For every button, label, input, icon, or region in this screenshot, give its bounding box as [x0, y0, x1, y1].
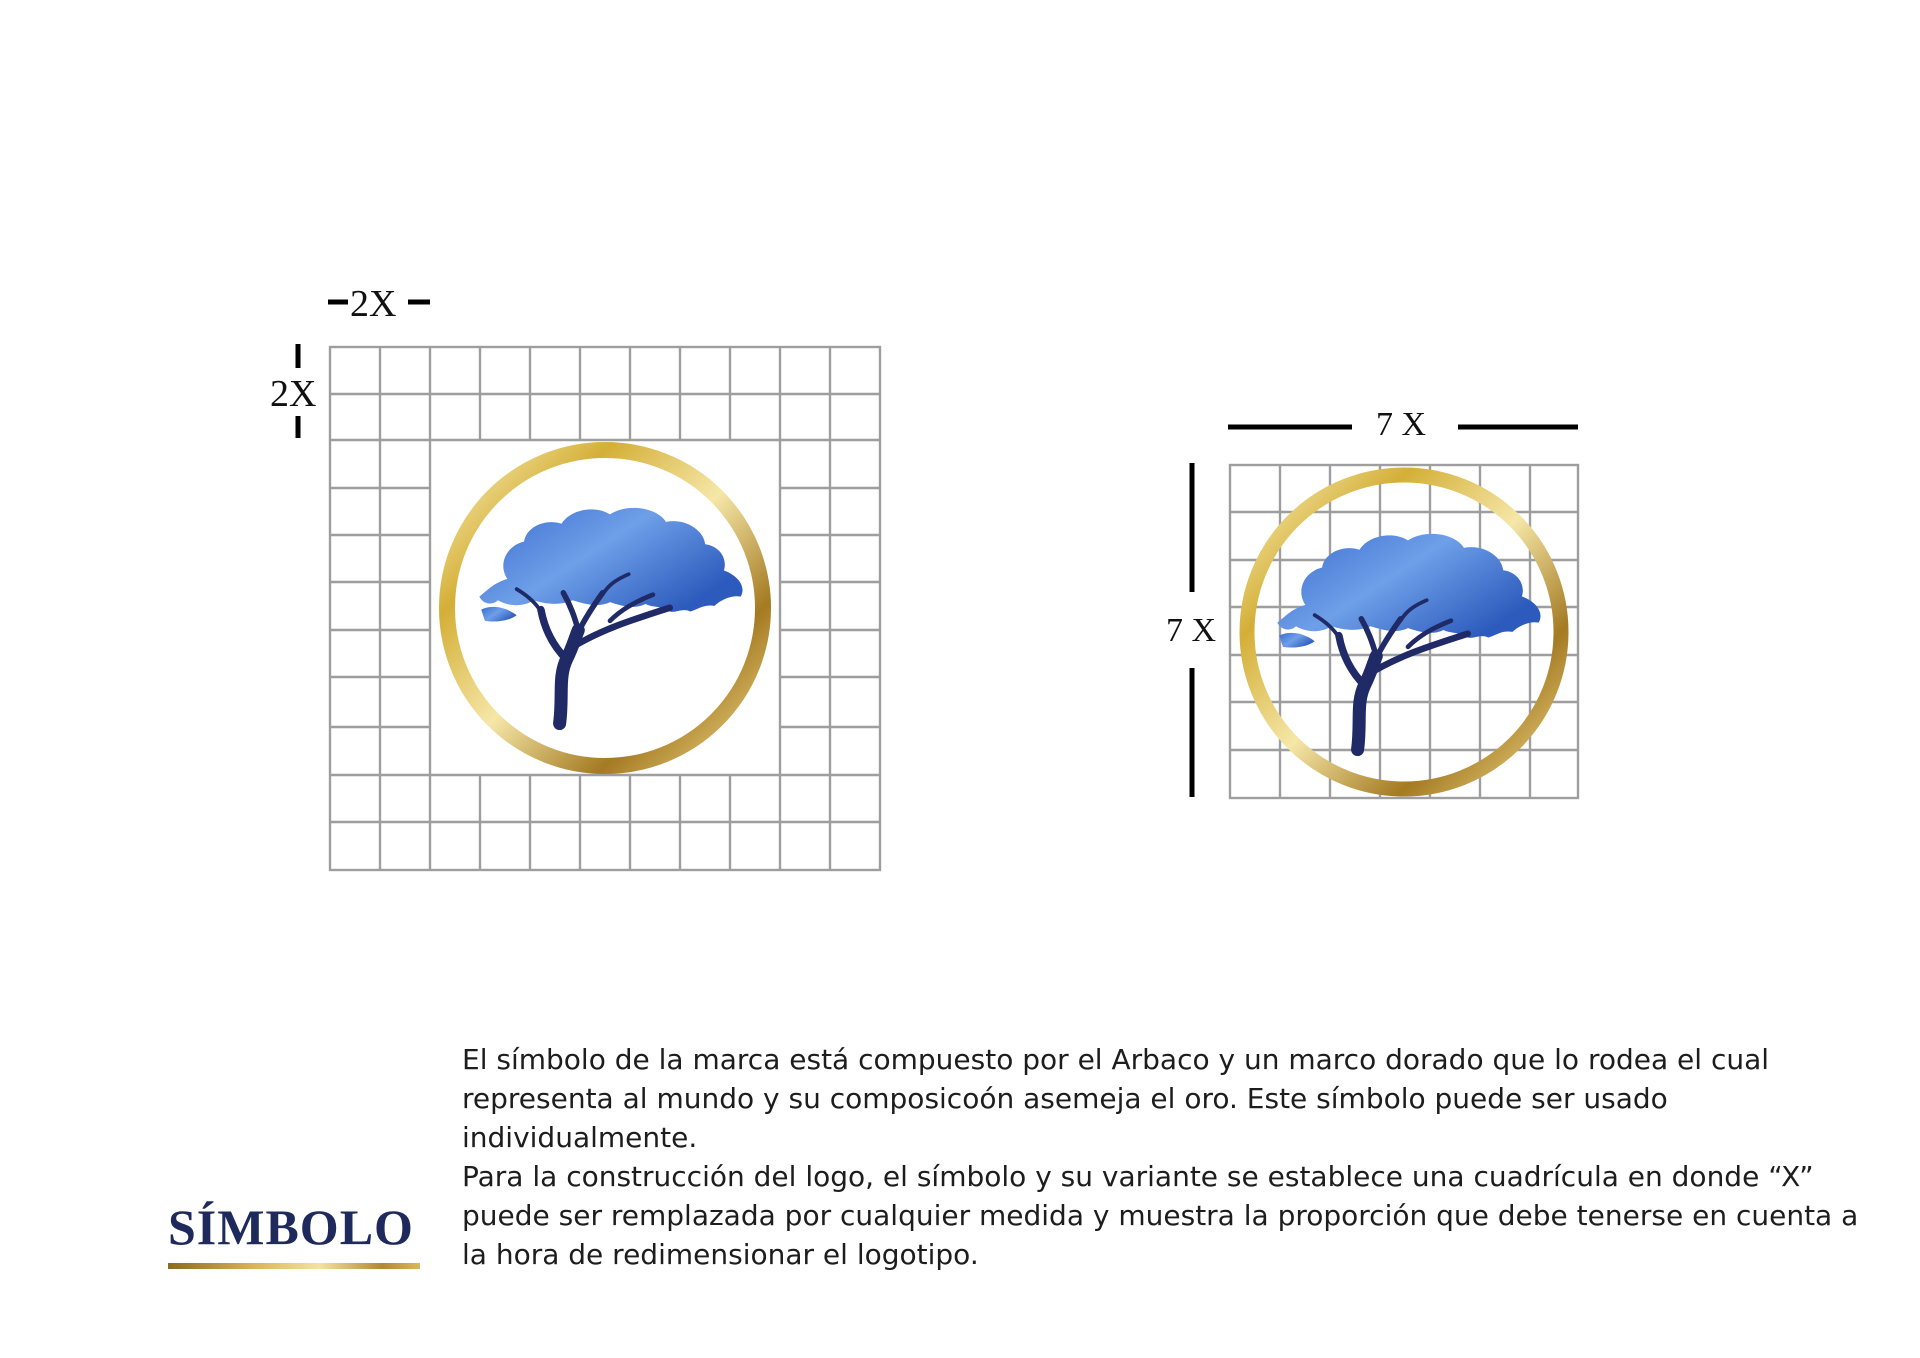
right-top-dimension-label: 7 X — [1376, 406, 1427, 443]
description-text — [462, 1040, 1882, 1274]
left-logo — [440, 443, 770, 773]
description-paragraph-1: El símbolo de la marca está compuesto por el Arbaco y un marco dorado que lo rodea el cual representa al mundo y su composicoón asemeja el oro. Este símbolo puede ser usado individualmente. — [462, 1043, 1770, 1154]
left-top-dimension-label: 2X — [350, 283, 397, 325]
description-paragraph-2: Para la construcción del logo, el símbolo y su variante se establece una cuadrícula en donde “X” puede ser remplazada por cualquier medida y muestra la proporción que debe tenerse en cuenta a la hora de redimensionar el logotipo. — [462, 1160, 1859, 1271]
section-title: SÍMBOLO — [168, 1199, 414, 1255]
title-underline — [168, 1263, 420, 1269]
right-side-dimension-label: 7 X — [1166, 612, 1217, 649]
right-grid — [1230, 465, 1578, 798]
right-logo — [1247, 475, 1561, 789]
left-side-dimension-label: 2X — [270, 373, 317, 415]
